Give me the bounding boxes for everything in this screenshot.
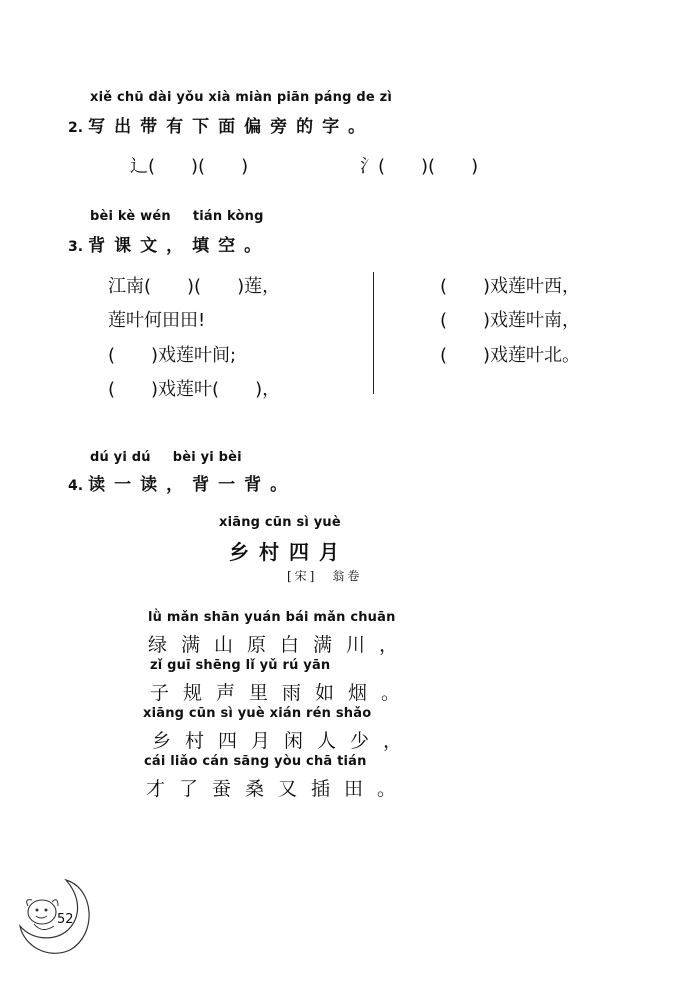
poem-line-4: 才了蚕桑又插田。 bbox=[146, 778, 411, 800]
poem-line-2-pinyin: zǐ guī shēng lǐ yǔ rú yān bbox=[150, 658, 331, 673]
q4-number: 4. bbox=[68, 478, 84, 494]
q2-instruction: 写出带有下面偏旁的字。 bbox=[88, 117, 375, 137]
q4-pinyin-a: dú yi dú bbox=[90, 450, 151, 465]
q3-left-line-3[interactable]: ( )戏莲叶间; bbox=[108, 345, 237, 366]
q3-number: 3. bbox=[68, 239, 84, 255]
poem-line-3-pinyin: xiāng cūn sì yuè xián rén shǎo bbox=[143, 706, 372, 721]
q2-radical-1: 辶 bbox=[130, 156, 148, 177]
q3-pinyin-a: bèi kè wén bbox=[90, 209, 171, 224]
q4-instruction: 读一读，背一背。 bbox=[88, 475, 297, 495]
q4-pinyin-b: bèi yi bèi bbox=[172, 450, 242, 465]
poem-author: [宋] 翁卷 bbox=[287, 569, 363, 583]
poem-line-2: 子规声里雨如烟。 bbox=[150, 682, 415, 704]
q3-heading bbox=[68, 231, 270, 256]
q3-pinyin-b: tián kòng bbox=[192, 209, 264, 224]
q2-pinyin: xiě chū dài yǒu xià miàn piān páng de zì bbox=[90, 90, 393, 105]
moon-mascot-icon bbox=[14, 876, 94, 956]
q2-blank-1[interactable]: ( )( ) bbox=[148, 156, 249, 177]
q3-right-line-2[interactable]: ( )戏莲叶南， bbox=[440, 310, 581, 331]
q4-heading bbox=[68, 470, 296, 495]
q2-heading bbox=[68, 112, 374, 137]
q3-right-line-1[interactable]: ( )戏莲叶西， bbox=[440, 276, 581, 297]
q2-radical-2: 氵 bbox=[360, 156, 378, 177]
column-divider bbox=[373, 272, 374, 394]
q3-left-line-4[interactable]: ( )戏莲叶( )， bbox=[108, 379, 281, 400]
q2-item-1 bbox=[130, 152, 248, 178]
poem-title: 乡村四月 bbox=[229, 540, 349, 564]
q2-item-2 bbox=[360, 152, 478, 178]
poem-line-1: 绿满山原白满川， bbox=[148, 634, 413, 656]
q3-pinyin bbox=[90, 209, 264, 224]
poem-title-pinyin: xiāng cūn sì yuè bbox=[219, 515, 341, 530]
q2-number: 2. bbox=[68, 120, 84, 136]
q3-instruction: 背课文，填空。 bbox=[88, 236, 271, 256]
poem-line-1-pinyin: lǜ mǎn shān yuán bái mǎn chuān bbox=[148, 610, 396, 625]
poem-line-3: 乡村四月闲人少， bbox=[152, 730, 417, 752]
page-number: 52 bbox=[57, 912, 74, 927]
q3-right-line-3[interactable]: ( )戏莲叶北。 bbox=[440, 345, 581, 366]
q2-blank-2[interactable]: ( )( ) bbox=[378, 156, 479, 177]
q3-left-line-1[interactable]: 江南( )( )莲， bbox=[108, 276, 281, 297]
q4-pinyin bbox=[90, 450, 242, 465]
q3-left-line-2: 莲叶何田田! bbox=[108, 310, 206, 331]
poem-line-4-pinyin: cái liǎo cán sāng yòu chā tián bbox=[144, 754, 367, 769]
